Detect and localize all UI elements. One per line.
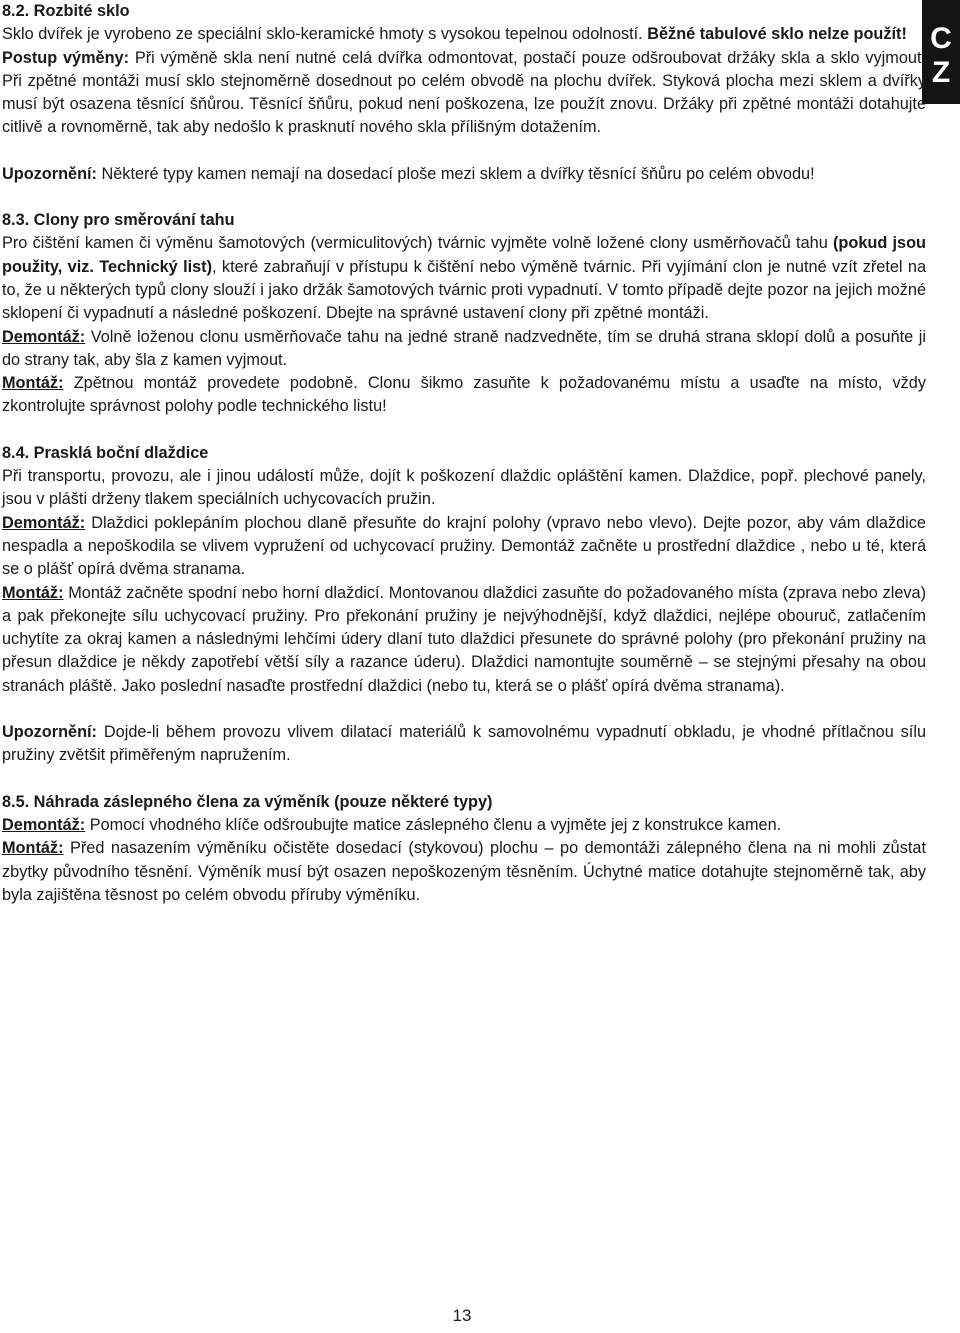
language-tab-cz <box>922 0 960 104</box>
disassembly-label: Demontáž: <box>2 513 86 532</box>
text: Pro čištění kamen či výměnu šamotových (vermiculitových) tvárnic vyjměte volně ložené clony usměrňovačů tahu <box>2 234 834 253</box>
section-8-3-title: 8.3. Clony pro směrování tahu <box>2 211 235 230</box>
section-8-4-title: 8.4. Prasklá boční dlaždice <box>2 443 209 462</box>
section-8-4-assembly <box>2 582 926 698</box>
text: Při výměně skla není nutné celá dvířka odmontovat, postačí pouze odšroubovat držáky skla a sklo vyjmout. Při zpětné montáži musí sklo stejnoměrně dosednout po celém obvodě na plochu dvířek. Styková plocha mezi sklem a dvířky musí být osazena těsnící šňůrou. Těsnící šňůru, pokud není poškozena, lze použít znovu. Držáky při zpětné montáži dotahujte citlivě a rovnoměrně, tak aby nedošlo k prasknutí nového skla přílišným dotažením. <box>2 48 926 137</box>
assembly-label: Montáž: <box>2 839 64 858</box>
text: , které zabraňují v přístupu k čištění nebo výměně tvárnic. Při vyjímání clon je nutné vzít zřetel na to, že u některých typů clony slouží i jako držák šamotových tvárnic proti vypadnutí. V tomto případě dejte pozor na jejich možné sklopení či vypadnutí a následné poškození. Dbejte na správné ustavení clony při zpětné montáži. <box>2 257 926 323</box>
section-8-3-text <box>2 232 926 325</box>
page-number: 13 <box>452 1306 472 1325</box>
section-8-5-assembly <box>2 837 926 907</box>
warning-text: Některé typy kamen nemají na dosedací ploše mezi sklem a dvířky těsnící šňůru po celém obvodu! <box>96 164 815 183</box>
section-8-2-title: 8.2. Rozbité sklo <box>2 2 130 20</box>
section-8-3-assembly <box>2 372 926 419</box>
section-8-4-disassembly <box>2 512 926 582</box>
assembly-text: Montáž začněte spodní nebo horní dlaždicí. Montovanou dlaždici zasuňte do požadovaného místa (zprava nebo zleva) a pak překonejte sílu uchycovací pružiny. Pro překonání pružiny je nejvýhodnější, když dlaždici, nejlépe obouruč, zatlačením uchytíte za okraj kamen a následnými lehčími údery dlaní tuto dlaždici přesunete do správné polohy (pro překonání pružiny na přesun dlaždice je někdy zapotřebí větší síly a razance úderu). Dlaždici namontujte souměrně – se stejnými přesahy na obou stranách pláště. Jako poslední nasaďte prostřední dlaždici (nebo tu, která se o plášť opírá dvěma stranama). <box>2 583 926 695</box>
section-8-2-warning <box>2 163 926 186</box>
document-body <box>2 0 926 907</box>
text: Sklo dvířek je vyrobeno ze speciální sklo-keramické hmoty s vysokou tepelnou odolností. <box>2 25 648 44</box>
section-8-3-disassembly <box>2 326 926 373</box>
assembly-text: Zpětnou montáž provedete podobně. Clonu šikmo zasuňte k požadovanému místu a usaďte na místo, vždy zkontrolujte správnost polohy podle technického listu! <box>2 374 926 416</box>
warning-text: Dojde-li během provozu vlivem dilatací materiálů k samovolnému vypadnutí obkladu, je vhodné přítlačnou sílu pružiny zvětšit přiměřeným napružením. <box>2 723 926 765</box>
assembly-text: Před nasazením výměníku očistěte dosedací (stykovou) plochu – po demontáži zálepného člena na ni mohli zůstat zbytky původního těsnění. Výměník musí být osazen nepoškozeným těsněním. Úchytné matice dotahujte stejnoměrně tak, aby byla zajištěna těsnost po celém obvodu příruby výměníku. <box>2 839 926 904</box>
disassembly-label: Demontáž: <box>2 815 86 834</box>
bold-text: Běžné tabulové sklo nelze použít! <box>647 25 907 44</box>
assembly-label: Montáž: <box>2 374 64 393</box>
section-8-5-disassembly <box>2 814 926 837</box>
section-8-4-warning <box>2 721 926 768</box>
disassembly-text: Volně loženou clonu usměrňovače tahu na jedné straně nadzvedněte, tím se druhá strana sklopí dolů a posuňte ji do strany tak, aby šla z kamen vyjmout. <box>2 327 926 369</box>
section-8-5-title: 8.5. Náhrada záslepného člena za výměník (pouze některé typy) <box>2 792 493 811</box>
warning-label: Upozornění: <box>2 164 97 183</box>
section-8-2-text <box>2 23 926 139</box>
procedure-label: Postup výměny: <box>2 48 130 67</box>
disassembly-label: Demontáž: <box>2 327 86 346</box>
language-letter-c: C <box>930 22 952 55</box>
warning-label: Upozornění: <box>2 723 97 742</box>
section-8-4-text: Při transportu, provozu, ale i jinou událostí může, dojít k poškození dlaždic opláštění kamen. Dlaždice, popř. plechové panely, jsou v plášti drženy tlakem speciálních uchycovacích pružin. <box>2 467 926 509</box>
disassembly-text: Dlaždici poklepáním plochou dlaně přesuňte do krajní polohy (vpravo nebo vlevo). Dejte pozor, aby vám dlaždice nespadla a nepoškodila se vlivem vypružení od uchycovací pružiny. Demontáž začněte u prostřední dlaždice , nebo u té, která se o plášť opírá dvěma stranama. <box>2 513 926 579</box>
disassembly-text: Pomocí vhodného klíče odšroubujte matice záslepného členu a vyjměte jej z konstrukce kamen. <box>85 815 782 834</box>
assembly-label: Montáž: <box>2 583 64 602</box>
bold-text: (pokud jsou použity, viz. Technický list) <box>2 234 926 276</box>
language-letter-z: Z <box>931 56 951 89</box>
